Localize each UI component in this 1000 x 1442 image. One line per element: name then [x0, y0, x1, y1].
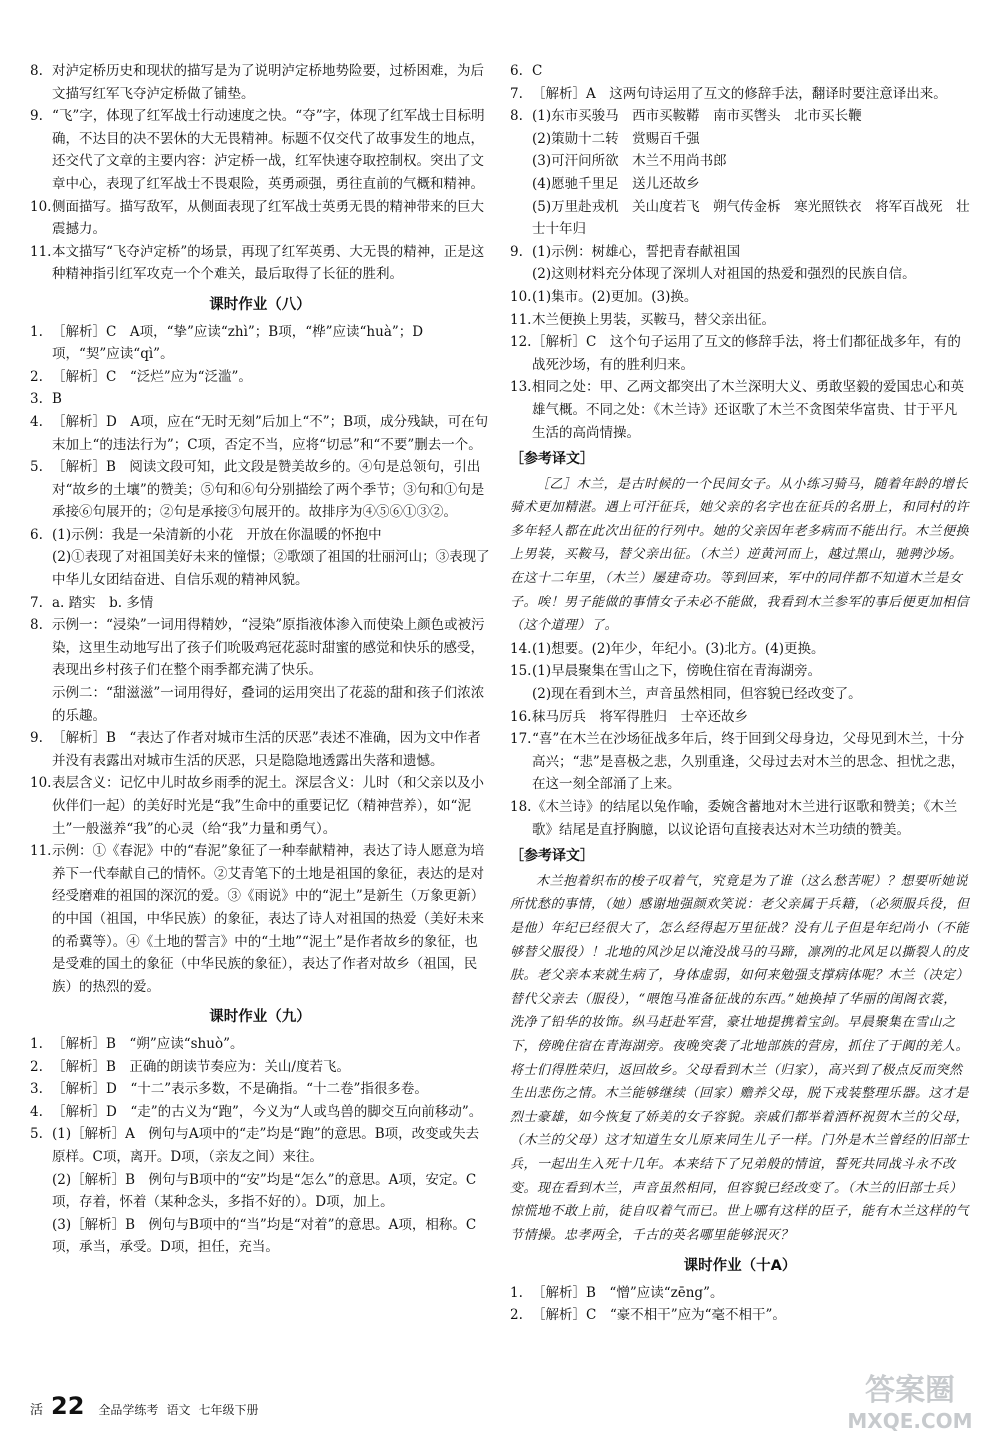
page-number: 22 — [51, 1392, 85, 1420]
grade-label: 七年级下册 — [198, 1403, 259, 1417]
watermark-line1: 答案圈 — [865, 1373, 955, 1408]
answer-number: 3. — [30, 391, 43, 408]
right-column — [510, 60, 970, 1327]
answer-text: ［解析］D A项，应在“无时无刻”后加上“不”；B项，成分残缺，可在句末加上“的违法行为”；C项，否定不当，应将“切忌”和“不要”删去一个。 — [52, 413, 489, 453]
answer-item — [30, 321, 490, 366]
answer-number: 9. — [510, 243, 523, 260]
answer-text: (1)集市。(2)更加。(3)换。 — [532, 288, 698, 305]
answer-text: ［解析］B “憎”应读“zēng”。 — [532, 1284, 724, 1301]
answer-item — [510, 60, 970, 83]
answer-item — [30, 1101, 490, 1124]
answer-number: 12. — [510, 334, 532, 351]
answer-item — [510, 1304, 970, 1327]
answer-item — [30, 1056, 490, 1079]
answer-number: 5. — [30, 459, 43, 476]
answer-item — [510, 241, 970, 286]
answer-item — [30, 241, 490, 286]
answer-item — [510, 331, 970, 376]
answer-number: 15. — [510, 663, 532, 680]
answer-item — [30, 60, 490, 105]
answer-number: 14. — [510, 640, 532, 657]
answer-number: 8. — [30, 63, 43, 79]
answer-number: 7. — [30, 594, 43, 611]
answer-item — [510, 796, 970, 841]
page-footer — [30, 1394, 258, 1424]
answer-number: 4. — [30, 413, 43, 430]
answer-text: 示例：①《春泥》中的“春泥”象征了一种奉献精神，表达了诗人愿意为培养下一代奉献自己的情怀。②艾青笔下的土地是祖国的象征，表达的是对经受磨难的祖国的深沉的爱。③《雨说》中的“泥土”是新生（万象更新）的中国（祖国，中华民族）的象征，表达了诗人对祖国的热爱（美好未来的希冀等）。④《土地的誓言》中的“土地”“泥土”是作者故乡的象征，也是受难的国土的象征（中华民族的象征），表达了作者对故乡（祖国，民族）的热烈的爱。 — [52, 843, 485, 995]
answer-text: 侧面描写。描写敌军，从侧面表现了红军战士英勇无畏的精神带来的巨大震撼力。 — [52, 198, 484, 238]
answer-text: (1)想要。(2)年少，年纪小。(3)北方。(4)更换。 — [532, 640, 825, 657]
section-title-10a: 课时作业（十A） — [683, 1258, 797, 1275]
answer-item — [30, 196, 490, 241]
answer-text: C — [532, 63, 543, 79]
answer-number: 10. — [510, 288, 532, 305]
answer-number: 17. — [510, 731, 532, 748]
answer-number: 3. — [30, 1081, 43, 1098]
answer-item — [510, 728, 970, 796]
answer-text: “喜”在木兰在沙场征战多年后，终于回到父母身边，父母见到木兰，十分高兴；“悲”是喜极之悲，久别重逢，父母过去对木兰的思念、担忧之悲，在这一刻全部涌了上来。 — [532, 731, 965, 793]
answer-text: ［解析］B 正确的朗读节奏应为：关山/度若飞。 — [52, 1058, 350, 1075]
answer-item — [30, 1078, 490, 1101]
answer-item — [510, 1282, 970, 1305]
answer-item — [510, 286, 970, 309]
answer-text: 相同之处：甲、乙两文都突出了木兰深明大义、勇敢坚毅的爱国忠心和英雄气概。不同之处：《木兰诗》还讴歌了木兰不贪图荣华富贵、甘于平凡生活的高尚情操。 — [532, 379, 964, 441]
answer-text: ［解析］C “泛烂”应为“泛滥”。 — [52, 368, 252, 385]
answer-item — [30, 524, 490, 592]
answer-number: 8. — [30, 617, 43, 634]
answer-text: ［解析］C 这个句子运用了互文的修辞手法，将士们都征战多年，有的战死沙场，有的胜利归来。 — [532, 334, 961, 373]
answer-item — [30, 105, 490, 195]
section-title-9: 课时作业（九） — [209, 1009, 311, 1026]
answer-text: (1)东市买骏马 西市买鞍鞯 南市买辔头 北市买长鞭 (2)策勋十二转 赏赐百千强 (3)可汗问所欲 木兰不用尚书郎 (4)愿驰千里足 送儿还故乡 (5)万里赴戎机 关山度若飞 朔气传金柝 寒光照铁衣 将军百战死 壮士十年归 — [532, 108, 970, 238]
subject-label: 语文 — [166, 1403, 191, 1417]
answer-text: ［解析］B 阅读文段可知，此文段是赞美故乡的。④句是总领句，引出对“故乡的土壤”的赞美；⑤句和⑥句分别描绘了两个季节；③句和①句是承接⑥句展开的；②句是承接③句展开的。故排序为④⑤⑥①③②。 — [52, 459, 485, 521]
answer-text: 示例一：“浸染”一词用得精妙，“浸染”原指液体渗入而使染上颜色或被污染，这里生动地写出了孩子们吮吸鸡冠花蕊时甜蜜的感觉和快乐的感受，表现出乡村孩子们在整个雨季都充满了快乐。 示例二：“甜滋滋”一词用得好，叠词的运用突出了花蕊的甜和孩子们浓浓的乐趣。 — [52, 617, 485, 724]
answer-text: 《木兰诗》的结尾以兔作喻，委婉含蓄地对木兰进行讴歌和赞美；《木兰歌》结尾是直抒胸臆，以议论语句直接表达对木兰功绩的赞美。 — [532, 799, 958, 838]
answer-number: 2. — [30, 368, 43, 385]
reference-translation-1: ［乙］木兰，是古时候的一个民间女子。从小练习骑马，随着年龄的增长骑术更加精湛。遇上可汗征兵，她父亲的名字也在征兵的名册上，和同村的许多年轻人都在此次出征的行列中。她的父亲因年老多病而不能出行。木兰便换上男装，买鞍马，替父亲出征。（木兰）逆黄河而上，越过黑山，驰骋沙场。在这十二年里，（木兰）屡建奇功。等到回来，军中的同伴都不知道木兰是女子。唉！男子能做的事情女子未必不能做，我看到木兰参军的事后便更加相信（这个道理）了。 — [510, 476, 970, 634]
answer-item — [30, 614, 490, 727]
answer-number: 2. — [30, 1058, 43, 1075]
answer-item — [510, 660, 970, 705]
answer-text: B — [52, 391, 62, 408]
answer-item — [30, 366, 490, 389]
answer-number: 1. — [510, 1284, 523, 1301]
answer-item — [30, 1033, 490, 1056]
answer-number: 10. — [30, 198, 52, 215]
answer-item — [30, 840, 490, 998]
answer-text: 本文描写“飞夺泸定桥”的场景，再现了红军英勇、大无畏的精神，正是这种精神指引红军攻克一个个难关，最后取得了长征的胜利。 — [52, 243, 485, 283]
reference-translation-2: 木兰抱着织布的梭子叹着气，究竟是为了谁（这么愁苦呢）？想要听她说所忧愁的事情，（她）感谢地强颜欢笑说：老父亲属于兵籍，（必须服兵役，但是他）年纪已经很大了，怎么经得起万里征战？没有儿子但是年纪尚小（不能够替父服役）！北地的风沙足以淹没战马的马蹄，凛冽的北风足以撕裂人的皮肤。老父亲本来就生病了，身体虚弱，如何来勉强支撑病体呢？木兰（决定）替代父亲去（服役），“喂饱马准备征战的东西。”她换掉了华丽的闺阁衣裳，洗净了铅华的妆饰。纵马赶赴军营，豪壮地提携着宝剑。早晨聚集在雪山之下，傍晚住宿在青海湖旁。夜晚突袭了北地部族的营房，抓住了于阗的羌人。将士们得胜荣归，返回故乡。父母看到木兰（归家），高兴到了极点反而突然生出悲伤之情。木兰能够继续（回家）赡养父母，脱下戎装整理乐器。这才是烈士豪雄，如今恢复了娇美的女子容貌。亲戚们都举着酒杯祝贺木兰的父母，（木兰的父母）这才知道生女儿原来同生儿子一样。门外是木兰曾经的旧部士兵，一起出生入死十几年。本来结下了兄弟般的情谊，誓死共同战斗永不改变。现在看到木兰，声音虽然相同，但容貌已经改变了。（木兰的旧部士兵）惊慌地不敢上前，徒自叹着气而已。世上哪有这样的臣子，能有木兰这样的气节情操。忠孝两全，千古的英名哪里能够泯灭？ — [510, 873, 970, 1243]
answer-number: 5. — [30, 1126, 43, 1143]
answer-number: 2. — [510, 1307, 523, 1324]
answer-number: 11. — [30, 243, 52, 260]
answer-item — [30, 772, 490, 840]
answer-number: 11. — [30, 843, 52, 860]
answer-text: 对泸定桥历史和现状的描写是为了说明泸定桥地势险要，过桥困难，为后文描写红军飞夺泸定桥做了铺垫。 — [52, 63, 484, 102]
answer-number: 7. — [510, 85, 523, 102]
answer-text: ［解析］C “豪不相干”应为“毫不相干”。 — [532, 1307, 786, 1324]
answer-item — [30, 727, 490, 772]
answer-text: (1)示例：我是一朵清新的小花 开放在你温暖的怀抱中 (2)①表现了对祖国美好未来的憧憬；②歌颂了祖国的壮丽河山；③表现了中华儿女团结奋进、自信乐观的精神风貌。 — [52, 526, 490, 589]
answer-number: 1. — [30, 323, 43, 340]
answer-number: 16. — [510, 708, 532, 725]
answer-number: 13. — [510, 379, 532, 396]
answer-item — [30, 388, 490, 411]
answer-item — [30, 592, 490, 615]
answer-number: 9. — [30, 730, 43, 747]
answer-text: ［解析］A 这两句诗运用了互文的修辞手法，翻译时要注意译出来。 — [532, 85, 947, 102]
reference-translation-label: ［参考译文］ — [510, 848, 594, 865]
section-title-8: 课时作业（八） — [209, 296, 311, 313]
answer-number: 10. — [30, 775, 52, 792]
answer-text: (1)示例：树雄心，誓把青春献祖国 (2)这则材料充分体现了深圳人对祖国的热爱和强烈的民族自信。 — [532, 243, 916, 283]
answer-item — [510, 83, 970, 106]
answer-text: ［解析］C A项，“挚”应读“zhì”；B项，“桦”应读“huà”；D项，“契”应读“qì”。 — [52, 323, 424, 363]
answer-text: 秣马厉兵 将军得胜归 士卒还故乡 — [532, 708, 748, 725]
answer-number: 9. — [30, 108, 43, 125]
answer-item — [510, 638, 970, 661]
answer-item — [510, 309, 970, 332]
book-title: 全品学练考 — [98, 1403, 159, 1417]
answer-text: (1)［解析］A 例句与A项中的“走”均是“跑”的意思。B项，改变或失去原样。C项，离开。D项，（亲友之间）来往。 (2)［解析］B 例句与B项中的“安”均是“怎么”的意思。A项，安定。C项，存着，怀着（某种念头，多指不好的）。D项，加上。 (3)［解析］B 例句与B项中的“当”均是“对着”的意思。A项，相称。C项，承当，承受。D项，担任，充当。 — [52, 1126, 480, 1256]
answer-item — [30, 456, 490, 524]
watermark-line2: MXQE.COM — [847, 1409, 973, 1433]
left-column — [30, 60, 490, 1259]
answer-text: (1)早晨聚集在雪山之下，傍晚住宿在青海湖旁。 (2)现在看到木兰，声音虽然相同，但容貌已经改变了。 — [532, 663, 862, 703]
answer-item — [30, 411, 490, 456]
answer-number: 6. — [510, 63, 523, 79]
answer-number: 6. — [30, 526, 43, 543]
answer-number: 11. — [510, 311, 532, 328]
page-prefix: 活 — [30, 1403, 44, 1418]
answer-text: ［解析］D “走”的古义为“跑”，今义为“人或鸟兽的脚交互向前移动”。 — [52, 1103, 483, 1120]
watermark-logo — [830, 1366, 990, 1436]
answer-text: “飞”字，体现了红军战士行动速度之快。“夺”字，体现了红军战士目标明确，不达目的决不罢休的大无畏精神。标题不仅交代了故事发生的地点，还交代了文章的主要内容：泸定桥一战，红军快速夺取控制权。突出了文章中心，表现了红军战士不畏艰险，英勇顽强，勇往直前的气概和精神。 — [52, 108, 485, 192]
answer-item — [510, 105, 970, 241]
reference-translation-label: ［参考译文］ — [510, 451, 594, 468]
answer-number: 18. — [510, 799, 532, 815]
answer-text: ［解析］D “十二”表示多数，不是确指。“十二卷”指很多卷。 — [52, 1081, 428, 1098]
answer-text: 木兰便换上男装，买鞍马，替父亲出征。 — [532, 311, 775, 328]
answer-item — [30, 1123, 490, 1259]
answer-number: 4. — [30, 1103, 43, 1120]
answer-item — [510, 706, 970, 729]
answer-item — [510, 376, 970, 444]
answer-text: ［解析］B “表达了作者对城市生活的厌恶”表述不准确，因为文中作者并没有表露出对城市生活的厌恶，只是隐隐地透露出失落和遗憾。 — [52, 730, 481, 769]
answer-text: ［解析］B “朔”应读“shuò”。 — [52, 1035, 244, 1052]
answer-text: a. 踏实 b. 多情 — [52, 594, 154, 611]
answer-number: 1. — [30, 1035, 43, 1052]
answer-text: 表层含义：记忆中儿时故乡雨季的泥土。深层含义：儿时（和父亲以及小伙伴们一起）的美好时光是“我”生命中的重要记忆（精神营养），如“泥土”一般滋养“我”的心灵（给“我”力量和勇气）。 — [52, 775, 484, 837]
answer-number: 8. — [510, 108, 523, 125]
